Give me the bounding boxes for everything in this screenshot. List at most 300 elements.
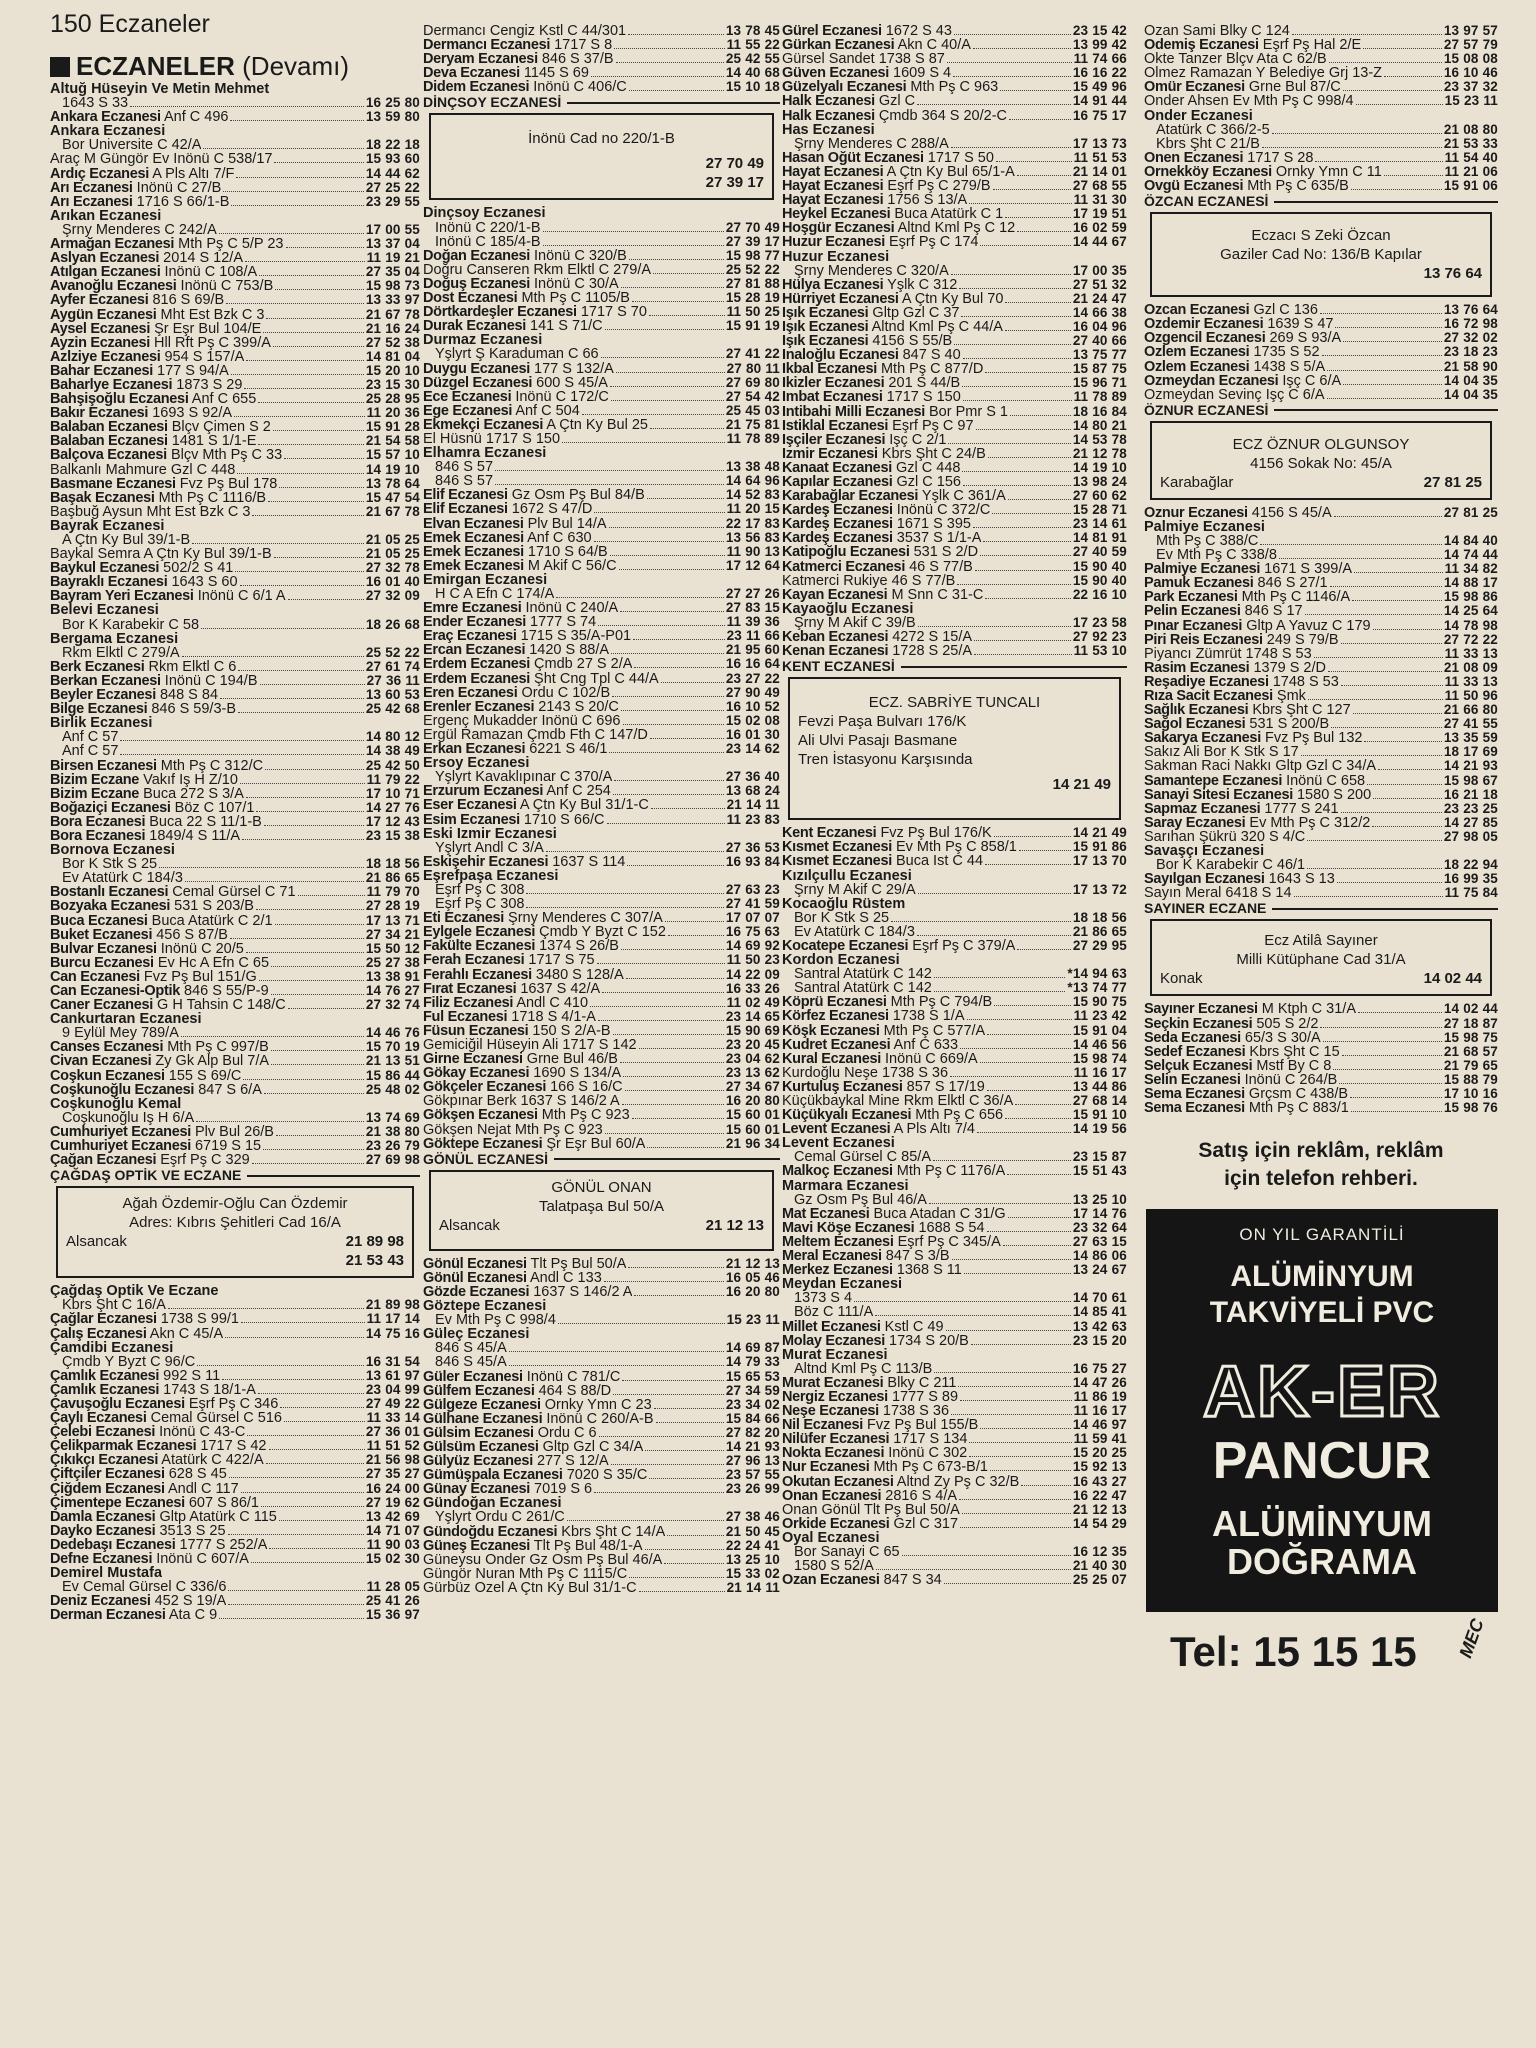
listing-row [50, 744, 420, 758]
listing-phone: 15 91 06 [1443, 179, 1498, 194]
listing-phone: 23 15 30 [365, 377, 420, 392]
ad-footer [1146, 1505, 1498, 1581]
listing-row [423, 362, 780, 376]
leader-dots [992, 513, 1071, 514]
leader-dots [543, 231, 724, 232]
listing-name: Didem Eczanesi İnönü C 406/C [423, 80, 627, 95]
listing-row [782, 1404, 1127, 1418]
listing-phone: 17 07 07 [725, 911, 780, 926]
listing-heading [782, 1136, 1127, 1150]
listing-name: Halk Eczanesi Gzl C [782, 94, 916, 109]
leader-dots [962, 386, 1071, 387]
leader-dots [1341, 812, 1442, 813]
listing-name: Işık Eczanesi Gltp Gzl C 37 [782, 305, 960, 320]
listing-phone: 11 78 89 [1073, 390, 1127, 405]
listing-phone: 16 75 63 [725, 925, 780, 940]
listing-phone: 14 69 87 [725, 1341, 780, 1356]
listing-phone: 27 36 01 [365, 1425, 420, 1440]
listing-name: Gülyüz Eczanesi 277 S 12/A [423, 1454, 609, 1469]
listing-row [50, 1580, 420, 1594]
listing-row [782, 883, 1127, 897]
listing-name: Nur Eczanesi Mth Pş C 673-B/1 [782, 1460, 988, 1475]
listing-row [782, 334, 1127, 348]
listing-name: Gönül Eczanesi Andl C 133 [423, 1270, 602, 1285]
listing-row [782, 1164, 1127, 1178]
listing-row [782, 1207, 1127, 1221]
listing-name: Çimentepe Eczanesi 607 S 86/1 [50, 1495, 259, 1510]
listing-name: Deniz Eczanesi 452 S 19/A [50, 1594, 227, 1609]
leader-dots [611, 400, 724, 401]
listing-name: 9 Eylül Mey 789/A [62, 1026, 179, 1041]
listing-phone: 16 20 80 [725, 1284, 780, 1299]
listing-phone: 18 17 69 [1443, 745, 1498, 760]
listing-row [782, 1038, 1127, 1052]
leader-dots [632, 301, 724, 302]
listing-phone: 14 70 61 [1072, 1291, 1127, 1306]
listing-phone: 21 67 78 [365, 504, 420, 519]
page-header [50, 10, 210, 39]
listing-name: Kbrs Şht C 16/A [62, 1298, 166, 1313]
listing-phone: 11 17 14 [366, 1312, 420, 1327]
leader-dots [629, 1577, 724, 1578]
listing-row [782, 66, 1127, 80]
listing-row [1144, 633, 1498, 647]
box-line: Ecz Atilâ Sayıner [1264, 932, 1378, 950]
listing-name: Santral Atatürk C 142 [794, 967, 932, 982]
listing-name: Pınar Eczanesi Gltp A Yavuz C 179 [1144, 618, 1371, 633]
listing-phone: 21 56 98 [365, 1453, 420, 1468]
listing-phone: 23 18 23 [1443, 345, 1498, 360]
listing-phone: 11 51 52 [366, 1439, 420, 1454]
listing-name: Coşkunoğlu Eczanesi 847 S 6/A [50, 1082, 262, 1097]
listing-row [50, 463, 420, 477]
listing-phone: 27 63 15 [1072, 1234, 1127, 1249]
listing-phone: 23 15 38 [365, 828, 420, 843]
box-header-ozcan: ÖZCAN ECZANESİ [1144, 193, 1498, 210]
leader-dots [1351, 189, 1442, 190]
listing-row [1144, 506, 1498, 520]
listing-name: Çıkıkçı Eczanesi Atatürk C 422/A [50, 1453, 264, 1468]
leader-dots [1384, 175, 1443, 176]
listing-row [782, 911, 1127, 925]
listing-row [1144, 1087, 1498, 1101]
listing-name: Ayfer Eczanesi 816 S 69/B [50, 293, 225, 308]
leader-dots [650, 738, 724, 739]
leader-dots [598, 1020, 724, 1021]
listing-name: Hürriyet Eczanesi A Çtn Ky Bul 70 [782, 291, 1004, 306]
listing-name: Bergama Eczanesi [50, 631, 179, 646]
listing-name: Fırat Eczanesi 1637 S 42/A [423, 981, 601, 996]
listing-name: Ece Eczanesi İnönü C 172/C [423, 389, 609, 404]
leader-dots [225, 1337, 364, 1338]
listing-phone: 14 91 44 [1072, 94, 1127, 109]
listing-phone: *13 74 77 [1067, 981, 1127, 996]
listing-phone: 17 12 43 [365, 814, 420, 829]
leader-dots [987, 1034, 1071, 1035]
listing-row [423, 1384, 780, 1398]
listing-name: Emirgan Eczanesi [423, 572, 548, 587]
listing-phone: 15 91 86 [1072, 840, 1127, 855]
listing-name: Neşe Eczanesi 1738 S 36 [782, 1404, 950, 1419]
leader-dots [241, 1322, 365, 1323]
listing-name: Nil Eczanesi Fvz Pş Bul 155/B [782, 1418, 979, 1433]
leader-dots [917, 104, 1071, 105]
leader-dots [236, 177, 363, 178]
leader-dots [952, 1259, 1071, 1260]
box-phone: 21 89 98 [345, 1233, 404, 1251]
listing-name: Halk Eczanesi Çmdb 364 S 20/2-C [782, 108, 1008, 123]
listing-name: Gürel Eczanesi 1672 S 43 [782, 24, 952, 39]
listing-name: Reşadiye Eczanesi 1748 S 53 [1144, 674, 1339, 689]
leader-dots [201, 628, 364, 629]
listing-row [782, 560, 1127, 574]
listing-name: Sapmaz Eczanesi 1777 S 241 [1144, 801, 1339, 816]
listing-name: Güneş Eczanesi Tlt Pş Bul 48/1-A [423, 1538, 643, 1553]
listing-name: Levent Eczanesi A Pls Altı 7/4 [782, 1122, 975, 1137]
listing-phone: 15 93 60 [365, 152, 420, 167]
listing-phone: 27 34 21 [365, 927, 420, 942]
listing-phone: 16 04 96 [1072, 319, 1127, 334]
listing-phone: 15 88 79 [1443, 1072, 1498, 1087]
listing-phone: 23 04 62 [725, 1052, 780, 1067]
leader-dots [954, 34, 1071, 35]
listing-name: Güleç Eczanesi [423, 1327, 530, 1342]
listing-heading [423, 827, 780, 841]
listing-row [423, 80, 780, 94]
leader-dots [1353, 713, 1442, 714]
listing-row [1144, 774, 1498, 788]
listing-heading [423, 446, 780, 460]
leader-dots [1010, 415, 1071, 416]
leader-dots [954, 344, 1071, 345]
listing-row [50, 195, 420, 209]
listing-phone: 16 20 80 [725, 1094, 780, 1109]
listing-phone: 15 20 25 [1072, 1446, 1127, 1461]
listing-row [782, 1545, 1127, 1559]
listing-name: Mat Eczanesi Buca Atadan C 31/G [782, 1206, 1006, 1221]
listing-name: Baykul Eczanesi 502/2 S 41 [50, 561, 234, 576]
box-phone: 13 76 64 [1423, 265, 1482, 283]
leader-dots [629, 259, 724, 260]
listing-phone: 27 90 49 [725, 685, 780, 700]
leader-dots [1000, 90, 1071, 91]
listing-name: Çağan Eczanesi Eşrf Pş C 329 [50, 1153, 250, 1168]
listing-name: Eylgele Eczanesi Çmdb Y Byzt C 152 [423, 925, 666, 940]
box-header-gonul: GÖNÜL ECZANESİ [423, 1151, 780, 1168]
listing-row [1144, 619, 1498, 633]
listing-phone: 13 33 97 [365, 293, 420, 308]
listing-row [423, 813, 780, 827]
listing-phone: 14 46 76 [365, 1026, 420, 1041]
listing-name: Aslyan Eczanesi 2014 S 12/A [50, 251, 243, 266]
listing-row [50, 702, 420, 716]
ad-line: ALÜMİNYUM [1230, 1260, 1414, 1294]
listing-name: Cumhuriyet Eczanesi 6719 S 15 [50, 1139, 262, 1154]
leader-dots [1017, 949, 1070, 950]
leader-dots [645, 1450, 724, 1451]
listing-phone: 27 29 95 [1072, 938, 1127, 953]
listing-row [423, 1010, 780, 1024]
listing-name: Elvan Eczanesi Plv Bul 14/A [423, 516, 607, 531]
listing-row [1144, 604, 1498, 618]
listing-row [1144, 24, 1498, 38]
listing-name: Merkez Eczanesi 1368 S 11 [782, 1263, 962, 1278]
leader-dots [1314, 657, 1443, 658]
column-3 [782, 24, 1127, 1587]
leader-dots [260, 684, 365, 685]
listing-phone: 16 10 46 [1443, 66, 1498, 81]
listing-row [50, 773, 420, 787]
leader-dots [962, 1513, 1071, 1514]
listing-phone: 17 13 70 [1072, 854, 1127, 869]
listing-phone: 16 93 84 [725, 854, 780, 869]
listing-row [50, 899, 420, 913]
listing-phone: 15 98 73 [365, 279, 420, 294]
listing-row [50, 477, 420, 491]
listing-row [782, 854, 1127, 868]
listing-phone: 16 01 30 [725, 727, 780, 742]
listing-phone: 21 24 47 [1072, 291, 1127, 306]
leader-dots [980, 1428, 1071, 1429]
leader-dots [263, 332, 364, 333]
leader-dots [993, 189, 1071, 190]
listing-phone: 27 40 66 [1072, 334, 1127, 349]
listing-name: Katmerci Rukiye 46 S 77/B [782, 573, 956, 588]
listing-row [782, 1418, 1127, 1432]
listing-phone: 11 74 66 [1073, 52, 1127, 67]
listing-name: Civan Eczanesi Zy Gk Alp Bul 7/A [50, 1054, 270, 1069]
listing-name: Erenler Eczanesi 2143 S 20/C [423, 699, 619, 714]
listing-name: Ercan Eczanesi 1420 S 88/A [423, 643, 610, 658]
listing-name: Bahşişoğlu Eczanesi Anf C 655 [50, 392, 257, 407]
listing-name: Huzur Eczanesi [782, 249, 890, 264]
listing-row [782, 475, 1127, 489]
listing-name: Dedebaşı Eczanesi 1777 S 252/A [50, 1537, 268, 1552]
leader-dots [613, 1034, 724, 1035]
leader-dots [259, 980, 364, 981]
listing-name: Ev Mth Pş C 338/8 [1156, 548, 1277, 563]
listing-heading [423, 1299, 780, 1313]
leader-dots [228, 1604, 363, 1605]
listing-phone: 25 48 02 [365, 1082, 420, 1097]
leader-dots [240, 585, 364, 586]
listing-name: 846 S 57 [435, 460, 494, 475]
listing-phone: 21 05 25 [365, 533, 420, 547]
ad-box-cagdas [56, 1186, 414, 1278]
listing-phone: 16 02 59 [1072, 221, 1127, 236]
listing-row [1144, 689, 1498, 703]
listing-row [782, 320, 1127, 334]
listing-name: Başbuğ Aysun Mht Est Bzk C 3 [50, 504, 251, 519]
listing-name: Nokta Eczanesi İnönü C 302 [782, 1446, 968, 1461]
listing-row [423, 1066, 780, 1080]
listing-name: Ölmez Ramazan Y Belediye Grj 13-Z [1144, 66, 1383, 81]
leader-dots [1373, 629, 1442, 630]
listing-phone: 11 59 41 [1073, 1432, 1127, 1447]
listing-phone: 15 65 53 [725, 1369, 780, 1384]
listing-name: Katipoğlu Eczanesi 531 S 2/D [782, 545, 979, 560]
leader-dots [543, 245, 724, 246]
leader-dots [509, 1351, 724, 1352]
listing-name: Seçkin Eczanesi 505 S 2/2 [1144, 1016, 1319, 1031]
leader-dots [653, 273, 724, 274]
listing-name: Sayın Meral 6418 S 14 [1144, 886, 1292, 901]
listing-row [423, 1285, 780, 1299]
listing-row [50, 885, 420, 899]
listing-phone: 14 40 68 [725, 66, 780, 81]
listing-row [50, 110, 420, 124]
leader-dots [649, 1478, 724, 1479]
leader-dots [632, 1118, 724, 1119]
listing-row [50, 618, 420, 632]
listing-name: Yşlyrt Kavaklıpınar C 370/A [435, 770, 613, 785]
leader-dots [245, 261, 365, 262]
listing-row [423, 686, 780, 700]
listing-phone: 17 13 72 [1072, 882, 1127, 897]
leader-dots [271, 966, 364, 967]
listing-name: Bor K Stk S 25 [62, 857, 158, 872]
listing-row [423, 615, 780, 629]
listing-name: Gökay Eczanesi 1690 S 134/A [423, 1066, 622, 1081]
leader-dots [567, 1520, 724, 1521]
listing-phone: 15 60 01 [725, 1108, 780, 1123]
listing-phone: 17 14 76 [1072, 1206, 1127, 1221]
listing-phone: 14 19 56 [1072, 1122, 1127, 1137]
listing-phone: 27 63 23 [725, 882, 780, 897]
listing-phone: 21 66 80 [1443, 703, 1498, 718]
listing-heading [50, 1566, 420, 1580]
listing-name: İşçiler Eczanesi İşç C 2/1 [782, 432, 947, 447]
leader-dots [284, 1421, 365, 1422]
leader-dots [1272, 133, 1442, 134]
leader-dots [1364, 741, 1441, 742]
leader-dots [622, 1104, 724, 1105]
leader-dots [963, 485, 1071, 486]
listing-row [423, 559, 780, 573]
listing-name: Ankara Eczanesi [50, 124, 166, 139]
listing-phone: 21 08 80 [1443, 122, 1498, 137]
leader-dots [1372, 826, 1442, 827]
listing-name: Küçükyalı Eczanesi Mth Pş C 656 [782, 1108, 1004, 1123]
ad-box-gonul [429, 1170, 774, 1251]
listing-row [50, 759, 420, 773]
listing-name: Sağol Eczanesi 531 S 200/B [1144, 717, 1330, 732]
listing-phone: 27 83 15 [725, 601, 780, 616]
listing-heading [782, 602, 1127, 616]
box-place: Alsancak [66, 1233, 127, 1251]
listing-row [423, 1052, 780, 1066]
box-phone: 27 39 17 [705, 174, 764, 192]
listing-name: Kayan Eczanesi M Snn C 31-C [782, 587, 984, 602]
listing-name: Övgü Eczanesi Mth Pş C 635/B [1144, 179, 1349, 194]
listing-name: Bor K Karabekir C 46/1 [1156, 858, 1306, 873]
listing-phone: 11 20 36 [366, 406, 420, 421]
listing-name: Deryam Eczanesi 846 S 37/B [423, 52, 614, 67]
listing-name: İkbal Eczanesi Mth Pş C 877/D [782, 362, 984, 377]
listing-name: Körfez Eczanesi 1738 S 1/A [782, 1009, 965, 1024]
box-line: Ağah Özdemir-Oğlu Can Özdemir [122, 1195, 348, 1213]
listing-row [423, 700, 780, 714]
listing-name: Park Eczanesi Mth Pş C 1146/A [1144, 590, 1351, 605]
listing-name: Bakır Eczanesi 1693 S 92/A [50, 406, 233, 421]
listing-phone: 14 81 04 [365, 349, 420, 364]
listing-phone: 21 86 65 [365, 871, 420, 886]
listing-phone: 27 28 19 [365, 899, 420, 914]
listing-name: Fakülte Eczanesi 1374 S 26/B [423, 939, 619, 954]
listing-name: Mavi Köşe Eczanesi 1688 S 54 [782, 1220, 985, 1235]
listing-phone: 14 81 91 [1072, 531, 1127, 546]
listing-name: Elif Eczanesi Gz Osm Pş Bul 84/B [423, 488, 645, 503]
listing-phone: 17 19 51 [1072, 207, 1127, 222]
listing-row [423, 643, 780, 657]
leader-dots [271, 994, 364, 995]
box-phone: 21 53 43 [345, 1252, 404, 1270]
listing-row [50, 1355, 420, 1369]
listing-name: Günay Eczanesi 7019 S 6 [423, 1482, 593, 1497]
listing-name: Kurtuluş Eczanesi 857 S 17/19 [782, 1079, 985, 1094]
leader-dots [963, 358, 1071, 359]
listing-row [782, 165, 1127, 179]
listing-row [782, 588, 1127, 602]
listing-row [50, 378, 420, 392]
listing-name: Saray Eczanesi Ev Mth Pş C 312/2 [1144, 815, 1371, 830]
listing-phone: 14 64 96 [725, 474, 780, 489]
listing-phone: 11 50 25 [726, 305, 780, 320]
leader-dots [264, 1093, 364, 1094]
leader-dots [664, 1563, 723, 1564]
listing-row [1144, 388, 1498, 402]
listing-row [423, 657, 780, 671]
leader-dots [960, 1400, 1072, 1401]
listing-phone: 16 99 35 [1443, 872, 1498, 887]
listing-row [50, 801, 420, 815]
listing-group-4a [1144, 24, 1498, 193]
leader-dots [1005, 330, 1071, 331]
leader-dots [279, 1520, 364, 1521]
listing-name: Hülya Eczanesi Yşlk C 312 [782, 277, 958, 292]
listing-phone: 21 08 09 [1443, 660, 1498, 675]
listing-row [423, 460, 780, 474]
box-line: 4156 Sokak No: 45/A [1250, 454, 1392, 472]
listing-row [1144, 179, 1498, 193]
listing-name: Özmeydan Sevinç İşç C 6/A [1144, 387, 1325, 402]
listing-row [423, 798, 780, 812]
listing-name: Göztepe Eczanesi [423, 1299, 547, 1314]
listing-phone: 27 81 25 [1443, 505, 1498, 520]
listing-phone: 21 14 11 [726, 1580, 780, 1595]
listing-phone: 14 80 21 [1072, 418, 1127, 433]
listing-phone: 15 87 75 [1072, 362, 1127, 377]
listing-row [1144, 548, 1498, 562]
listing-name: Çavuşoğlu Eczanesi Eşrf Pş C 346 [50, 1396, 279, 1412]
listing-name: Ev Atatürk C 184/3 [62, 871, 183, 886]
listing-name: Emek Eczanesi M Akif C 56/C [423, 558, 617, 573]
box-phone: 21 12 13 [705, 1216, 764, 1234]
listing-row [782, 1460, 1127, 1474]
leader-dots [185, 881, 364, 882]
listing-phone: 14 69 92 [725, 939, 780, 954]
listing-phone: 11 75 84 [1444, 886, 1498, 901]
listing-name: Çalış Eczanesi Akn C 45/A [50, 1326, 224, 1341]
listing-row [423, 1426, 780, 1440]
listing-row [1144, 151, 1498, 165]
listing-row [423, 390, 780, 404]
listing-name: Kardeş Eczanesi 3537 S 1/1-A [782, 531, 982, 546]
listing-row [423, 1024, 780, 1038]
listing-name: Altnd Kml Pş C 113/B [794, 1361, 933, 1376]
listing-name: Caner Eczanesi G H Tahsin C 148/C [50, 998, 286, 1013]
listing-name: Rıza Sacit Eczanesi Şmk [1144, 689, 1306, 704]
